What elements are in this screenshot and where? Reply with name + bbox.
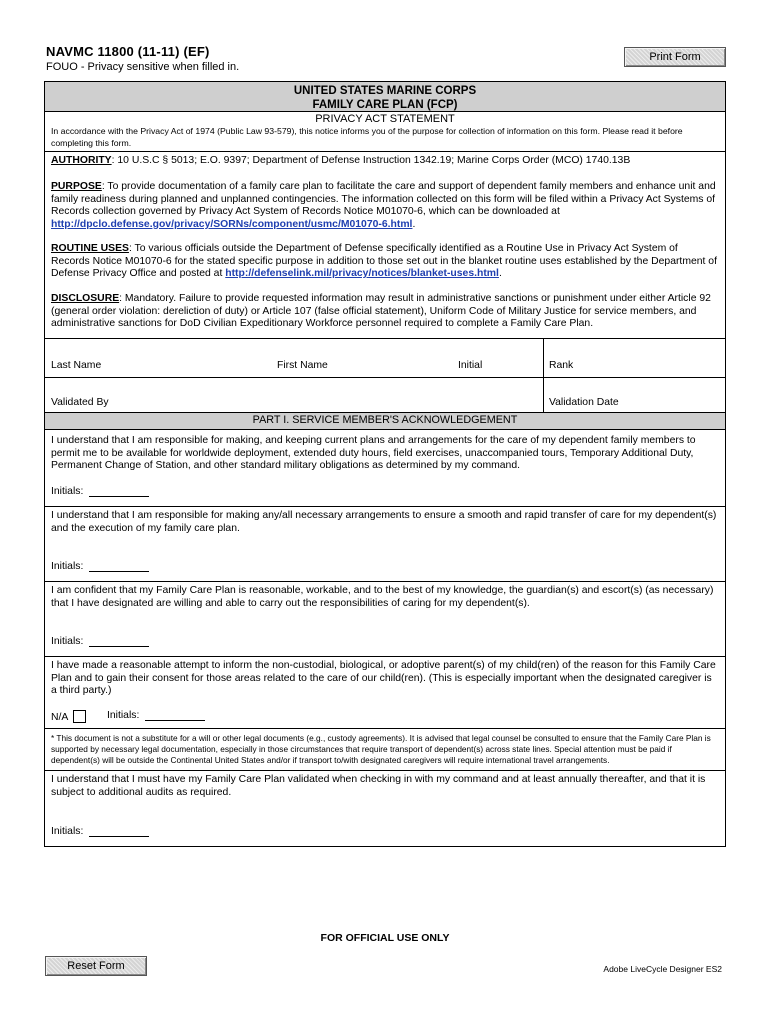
acknowledgement-1: I understand that I am responsible for making, and keeping current plans and arrangements for the care of my dependent family members to permit me to be available for worldwide deployment, extended duty hours, field exercises, unaccompanied tours, Temporary Additional Duty, Permanent Change of Station, and other standard military obligations as determined by my command. [51, 435, 696, 472]
disclosure-paragraph [51, 293, 717, 331]
divider [45, 770, 725, 771]
purpose-label: PURPOSE [51, 181, 102, 192]
divider [45, 728, 725, 729]
title-line-2: FAMILY CARE PLAN (FCP) [312, 99, 458, 111]
initials-input[interactable] [145, 710, 205, 721]
routine-end: . [498, 268, 502, 280]
validation-date-field[interactable]: Validation Date [549, 397, 619, 408]
title-line-1: UNITED STATES MARINE CORPS [293, 85, 477, 97]
initials-input[interactable] [89, 486, 149, 497]
initials-5[interactable] [51, 826, 149, 837]
divider [45, 656, 725, 657]
acknowledgement-5: I understand that I must have my Family Care Plan validated when checking in with my command and at least annually thereafter, and that it is subject to additional audits as required. [51, 774, 706, 798]
na-checkbox[interactable] [73, 710, 86, 723]
sorn-link[interactable]: http://dpclo.defense.gov/privacy/SORNs/component/usmc/M01070-6.html [51, 218, 413, 230]
routine-uses-paragraph [51, 243, 717, 281]
disclosure-label: DISCLOSURE [51, 293, 120, 304]
print-form-button[interactable]: Print Form [624, 47, 726, 67]
divider [45, 581, 725, 582]
initials-input[interactable] [89, 826, 149, 837]
authority-text: : 10 U.S.C § 5013; E.O. 9397; Department of Defense Instruction 1342.19; Marine Corps Order (MCO) 1740.13B [111, 155, 631, 166]
divider [45, 151, 725, 152]
na-label: N/A [51, 712, 69, 723]
acknowledgement-2: I understand that I am responsible for making any/all necessary arrangements to ensure a smooth and rapid transfer of care for my dependent(s) and the execution of my family care plan. [51, 510, 717, 534]
privacy-act-heading: PRIVACY ACT STATEMENT [315, 113, 455, 125]
reset-form-button[interactable]: Reset Form [45, 956, 147, 976]
initials-input[interactable] [89, 636, 149, 647]
initials-3[interactable] [51, 636, 149, 647]
initials-label: Initials: [107, 710, 140, 721]
privacy-notice: In accordance with the Privacy Act of 1974 (Public Law 93-579), this notice informs you of the purpose for collection of information on this form. Please read it before completing this form. [51, 126, 683, 148]
routine-uses-text: : To various officials outside the Department of Defense specifically identified as a Routine Use in Privacy Act System of Records Notice M01070-6 for the stated specific purpose in addition to those set out in the blanket routine uses established by the Department of Defense Privacy Office and posted at [51, 243, 717, 280]
part1-heading: PART I. SERVICE MEMBER'S ACKNOWLEDGEMENT [45, 413, 725, 430]
fouo-note: FOUO - Privacy sensitive when filled in. [46, 61, 240, 73]
acknowledgement-3: I am confident that my Family Care Plan is reasonable, workable, and to the best of my knowledge, the guardian(s) and escort(s) (as necessary) that I have designated are willing and able to carry out the responsibilities of caring for my dependent(s). [51, 585, 714, 609]
purpose-end: . [412, 218, 416, 230]
initials-label: Initials: [51, 561, 84, 572]
fouo-footer: FOR OFFICIAL USE ONLY [320, 932, 450, 944]
authority-paragraph [51, 155, 717, 168]
disclosure-text: : Mandatory. Failure to provide requested information may result in administrative sanctions or punishment under either Article 92 (general order violation: dereliction of duty) or Article 107 (false official statement), Uniform Code of Military Justice for service members, and administrative sanctions for DoD Civilian Expeditionary Workforce personnel required to complete a Family Care Plan. [51, 293, 711, 330]
divider [45, 506, 725, 507]
family-care-plan-form [44, 81, 726, 847]
initials-label: Initials: [51, 826, 84, 837]
purpose-text: : To provide documentation of a family care plan to facilitate the care and support of dependent family members and enhance unit and family readiness during planned and unplanned contingencies. The information collected on this form will be filed within a Privacy Act Systems of Records collection governed by Privacy Act System of Records Notice M01070-6, which can be downloaded at [51, 181, 716, 218]
validated-by-field[interactable]: Validated By [51, 397, 109, 408]
divider [543, 339, 544, 413]
authority-label: AUTHORITY [51, 155, 112, 166]
divider [45, 338, 725, 339]
initial-field[interactable]: Initial [458, 360, 483, 371]
routine-uses-label: ROUTINE USES [51, 243, 129, 254]
acknowledgement-4: I have made a reasonable attempt to inform the non-custodial, biological, or adoptive parent(s) of my child(ren) of the reason for this Family Care Plan and to gain their consent for those areas related to the care of our child(ren). (This is especially important when the designated caregiver is a third party.) [51, 660, 716, 697]
divider [45, 377, 725, 378]
form-id: NAVMC 11800 (11-11) (EF) [46, 44, 210, 59]
initials-1[interactable] [51, 486, 149, 497]
initials-label: Initials: [51, 636, 84, 647]
first-name-field[interactable]: First Name [277, 360, 328, 371]
initials-4[interactable] [107, 710, 205, 721]
blanket-uses-link[interactable]: http://defenselink.mil/privacy/notices/blanket-uses.html [225, 268, 499, 280]
designer-credit: Adobe LiveCycle Designer ES2 [603, 964, 722, 974]
initials-2[interactable] [51, 561, 149, 572]
legal-footnote: * This document is not a substitute for a will or other legal documents (e.g., custody agreements). It is advised that legal counsel be consulted to ensure that the Family Care Plan is supported by necessary legal documentation, especially in those circumstances that require transport of dependent(s) across state lines. Special attention must be paid if dependent(s) will be outside the Continental United States and/or if transport to/with designated caregivers will require international travel arrangements. [51, 733, 711, 765]
initials-label: Initials: [51, 486, 84, 497]
initials-input[interactable] [89, 561, 149, 572]
form-title [45, 82, 725, 112]
rank-field[interactable]: Rank [549, 360, 574, 371]
last-name-field[interactable]: Last Name [51, 360, 102, 371]
purpose-paragraph [51, 181, 717, 231]
